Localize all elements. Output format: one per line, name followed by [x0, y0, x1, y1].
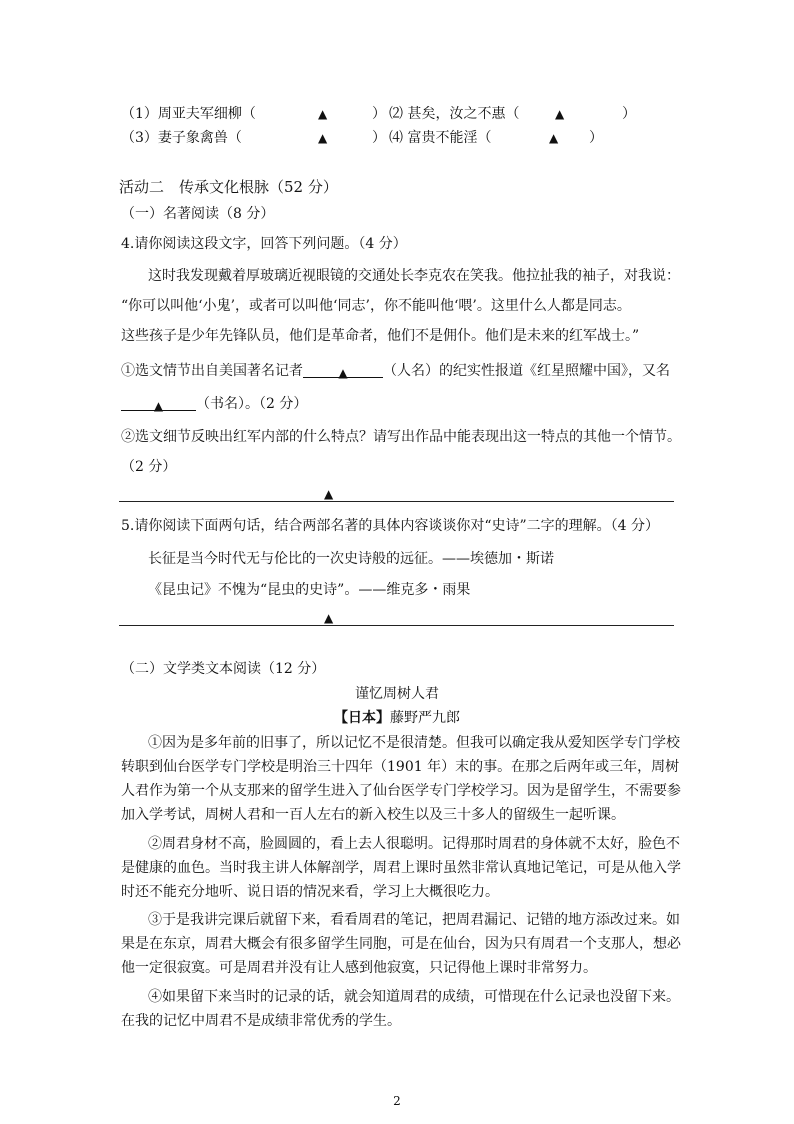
answer-marker: ▲	[318, 131, 328, 145]
q3-item-3-label: （3）妻子象禽兽（	[121, 130, 242, 146]
section-heading-literary: （二）文学类文本阅读（12 分）	[121, 661, 326, 677]
answer-marker: ▲	[153, 399, 164, 413]
article-title: 谨忆周树人君	[355, 686, 439, 702]
q4-sub1-text: （人名）的纪实性报道《红星照耀中国》，又名	[383, 363, 670, 379]
q4-sub1-line	[121, 394, 307, 414]
article-author-line	[0, 708, 794, 728]
article-line: 人君作为第一个从支那来的留学生进入了仙台医学专门学校学习。因为是留学生，不需要参	[121, 783, 681, 799]
article-line: ③于是我讲完课后就留下来，看看周君的笔记，把周君漏记、记错的地方添改过来。如	[148, 912, 680, 928]
q4-passage-line: 这些孩子是少年先锋队员，他们是革命者，他们不是佣仆。他们是未来的红军战士。”	[121, 328, 640, 344]
answer-line[interactable]	[119, 625, 674, 626]
q3-item-4-label: ⑷ 富贵不能淫（	[389, 130, 492, 146]
q3-item-1	[121, 104, 256, 124]
q3-item-4-close: ）	[589, 130, 603, 146]
q4-sub1-line	[121, 361, 670, 381]
article-line: 他一定很寂寞。可是周君并没有让人感到他寂寞，只记得他上课时非常努力。	[121, 960, 597, 976]
q5-quote: 长征是当今时代无与伦比的一次史诗般的远征。——埃德加・斯诺	[148, 551, 554, 567]
answer-marker: ▲	[318, 107, 328, 121]
q4-sub1-text: ①选文情节出自美国著名记者	[121, 363, 303, 379]
article-line: 时还不能充分地听、说日语的情况来看，学习上大概很吃力。	[121, 884, 499, 900]
answer-marker: ▲	[324, 487, 334, 501]
answer-blank-author[interactable]	[303, 363, 383, 378]
section-heading-classics: （一）名著阅读（8 分）	[121, 206, 275, 222]
answer-marker: ▲	[549, 131, 559, 145]
answer-marker: ▲	[338, 366, 348, 380]
q4-passage-line: “你可以叫他‘小鬼’，或者可以叫他‘同志’，你不能叫他‘喂’。这里什么人都是同志。	[121, 298, 631, 314]
article-line: 在我的记忆中周君不是成绩非常优秀的学生。	[121, 1013, 401, 1029]
page-number: 2	[393, 1094, 401, 1108]
q4-sub1-text: （书名）。（2 分）	[196, 396, 308, 412]
q4-sub2: ②选文细节反映出红军内部的什么特点？请写出作品中能表现出这一特点的其他一个情节。	[121, 429, 681, 445]
q4-sub2-score: （2 分）	[121, 459, 177, 475]
article-line: 转职到仙台医学专门学校是明治三十四年（1901 年）末的事。在那之后两年或三年，周树	[121, 759, 680, 775]
article-line: 是健康的血色。当时我主讲人体解剖学，周君上课时虽然非常认真地记笔记，可是从他入学	[121, 860, 681, 876]
q3-item-2-close: ）	[622, 106, 636, 122]
activity-heading: 活动二 传承文化根脉（52 分）	[119, 178, 338, 196]
article-line: ②周君身材不高，脸圆圆的，看上去人很聪明。记得那时周君的身体就不太好，脸色不	[148, 836, 680, 852]
q4-passage-line: 这时我发现戴着厚玻璃近视眼镜的交通处长李克农在笑我。他拉扯我的袖子，对我说：	[148, 268, 680, 284]
q3-item-1-close: ）	[372, 106, 386, 122]
answer-marker: ▲	[324, 611, 334, 625]
answer-line[interactable]	[119, 501, 674, 502]
article-line: ①因为是多年前的旧事了，所以记忆不是很清楚。但我可以确定我从爱知医学专门学校	[148, 735, 680, 751]
q3-item-1-label: （1）周亚夫军细柳（	[121, 106, 256, 122]
article-author: 藤野严九郎	[390, 710, 460, 726]
article-line: 加入学考试，周树人君和一百人左右的新入校生以及三十多人的留级生一起听课。	[121, 807, 625, 823]
article-line: ④如果留下来当时的记录的话，就会知道周君的成绩，可惜现在什么记录也没留下来。	[148, 989, 680, 1005]
q3-item-3-close: ）	[372, 130, 386, 146]
answer-blank-book[interactable]	[121, 396, 196, 411]
answer-marker: ▲	[555, 107, 565, 121]
article-line: 果是在东京，周君大概会有很多留学生同胞，可是在仙台，因为只有周君一个支那人，想必	[121, 936, 681, 952]
q3-item-2-label: ⑵ 甚矣，汝之不惠（	[389, 106, 520, 122]
q4-stem: 4.请你阅读这段文字，回答下列问题。（4 分）	[121, 236, 407, 252]
article-author-country: 【日本】	[334, 710, 390, 726]
q5-stem: 5.请你阅读下面两句话，结合两部名著的具体内容谈谈你对“史诗”二字的理解。（4 分）	[121, 518, 660, 534]
q5-quote: 《昆虫记》不愧为“昆虫的史诗”。——维克多・雨果	[148, 582, 471, 598]
